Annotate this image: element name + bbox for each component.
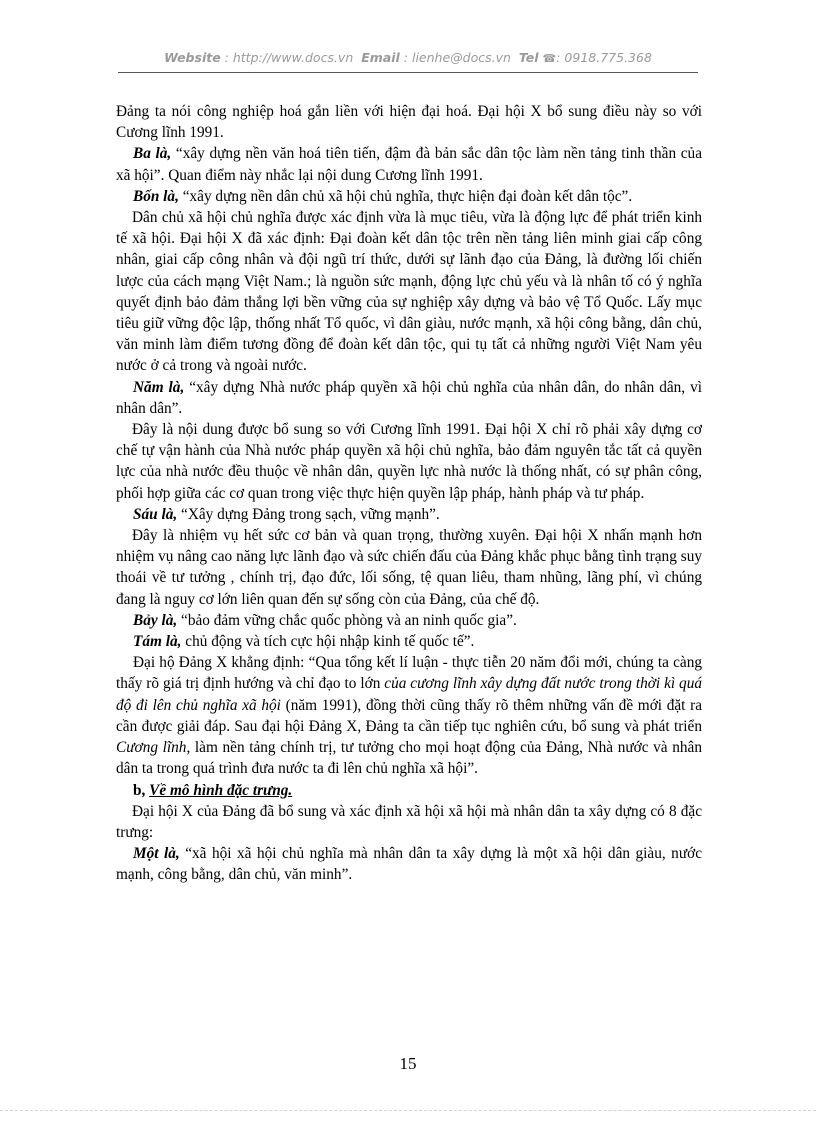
paragraph bbox=[116, 631, 702, 652]
paragraph: Dân chủ xã hội chủ nghĩa được xác định vừa là mục tiêu, vừa là động lực để phát triển kinh tế xã hội. Đại hội X đã xác định: Đại đoàn kết dân tộc trên nền tảng liên minh giai cấp công nhân, giai cấp công nhân và đội ngũ trí thức, dưới sự lãnh đạo của Đảng, là đường lối chiến lược của cách mạng Việt Nam.; là nguồn sức mạnh, động lực chủ yếu và là nhân tố có ý nghĩa quyết định bảo đảm thắng lợi bền vững của sự nghiệp xây dựng và bảo vệ Tổ Quốc. Lấy mục tiêu giữ vững độc lập, thống nhất Tổ quốc, vì dân giàu, nước mạnh, xã hội công bằng, dân chủ, văn minh làm điểm tương đồng để đoàn kết dân tộc, qui tụ tất cả những người Việt Nam yêu nước ở cả trong và ngoài nước. bbox=[116, 209, 702, 375]
paragraph bbox=[116, 504, 702, 525]
paragraph-text: , làm nền tảng chính trị, tư tưởng cho mọi hoạt động của Đảng, Nhà nước và nhân dân ta trong quá trình đưa nước ta đi lên chủ nghĩa xã hội”. bbox=[116, 739, 702, 778]
section-heading bbox=[116, 780, 702, 801]
item-lead: Ba là, bbox=[133, 145, 172, 163]
page-header bbox=[118, 50, 698, 73]
tel-value: : 0918.775.368 bbox=[556, 50, 652, 65]
paragraph-text: (năm 1991), đồng thời cũng thấy rõ thêm những vấn đề mới đặt ra cần được giải đáp. Sau đại hội Đảng X, Đảng ta cần tiếp tục nghiên cứu, bổ sung và phát triển bbox=[116, 696, 702, 735]
paragraph: Đây là nhiệm vụ hết sức cơ bản và quan trọng, thường xuyên. Đại hội X nhấn mạnh hơn nhiệm vụ nâng cao năng lực lãnh đạo và sức chiến đấu của Đảng khắc phục bằng tình trạng suy thoái về tư tưởng , chính trị, đạo đức, lối sống, tệ quan liêu, tham nhũng, lãng phí, vì chúng đang là nguy cơ lớn liên quan đến sự sống còn của Đảng, của chế độ. bbox=[116, 527, 702, 608]
paragraph bbox=[116, 377, 702, 419]
item-lead: Bốn là, bbox=[133, 187, 179, 205]
email-label: Email bbox=[361, 50, 400, 65]
paragraph bbox=[116, 186, 702, 207]
paragraph bbox=[116, 610, 702, 631]
item-text: “xã hội xã hội chủ nghĩa mà nhân dân ta xây dựng là một xã hội dân giàu, nước mạnh, công bằng, dân chủ, văn minh”. bbox=[116, 845, 702, 884]
item-text: “xây dựng Nhà nước pháp quyền xã hội chủ nghĩa của nhân dân, do nhân dân, vì nhân dân”. bbox=[116, 378, 702, 417]
paragraph: Đảng ta nói công nghiệp hoá gắn liền với hiện đại hoá. Đại hội X bổ sung điều này so với Cương lĩnh 1991. bbox=[116, 103, 702, 142]
item-lead: Tám là, bbox=[133, 633, 182, 651]
website-label: Website bbox=[164, 50, 221, 65]
tel-label: Tel bbox=[518, 50, 539, 65]
document-body bbox=[116, 101, 702, 886]
phone-icon: ☎ bbox=[542, 52, 557, 65]
paragraph: Đại hội X của Đảng đã bổ sung và xác định xã hội xã hội mà nhân dân ta xây dựng có 8 đặc trưng: bbox=[116, 802, 702, 841]
paragraph bbox=[116, 652, 702, 779]
website-url: : http://www.docs.vn bbox=[224, 50, 354, 65]
page-number: 15 bbox=[399, 1054, 417, 1073]
email-value: : lienhe@docs.vn bbox=[403, 50, 511, 65]
heading-prefix: b, bbox=[133, 781, 150, 799]
item-lead: Năm là, bbox=[133, 378, 185, 396]
page-bottom-border bbox=[0, 1110, 816, 1111]
item-text: chủ động và tích cực hội nhập kinh tế quốc tế”. bbox=[181, 633, 475, 651]
heading-text: Về mô hình đặc trưng. bbox=[149, 781, 293, 799]
item-text: “Xây dựng Đảng trong sạch, vững mạnh”. bbox=[177, 505, 440, 523]
paragraph: Đây là nội dung được bổ sung so với Cương lĩnh 1991. Đại hội X chỉ rõ phải xây dựng cơ chế tự vận hành của Nhà nước pháp quyền xã hội chủ nghĩa, bảo đảm nguyên tắc tất cả quyền lực của nhà nước đều thuộc về nhân dân, quyền lực nhà nước là thống nhất, có sự phân công, phối hợp giữa các cơ quan trong việc thực hiện quyền lập pháp, hành pháp và tư pháp. bbox=[116, 421, 702, 502]
item-lead: Một là, bbox=[133, 845, 180, 863]
item-lead: Sáu là, bbox=[133, 505, 178, 523]
item-lead: Bảy là, bbox=[133, 611, 178, 629]
italic-phrase: của cương lĩnh xây dựng đất nước trong thời kì quá độ đi lên chủ nghĩa xã hội bbox=[116, 675, 703, 714]
item-text: “bảo đảm vững chắc quốc phòng và an ninh quốc gia”. bbox=[177, 611, 517, 629]
paragraph bbox=[116, 143, 702, 185]
paragraph-text: Đại hộ Đảng X khẳng định: “Qua tổng kết lí luận - thực tiễn 20 năm đổi mới, chúng ta càng thấy rõ giá trị định hướng và chỉ đạo to lớn bbox=[116, 654, 702, 693]
item-text: “xây dựng nền văn hoá tiên tiến, đậm đà bản sắc dân tộc làm nền tảng tinh thần của xã hội”. Quan điểm này nhắc lại nội dung Cương lĩnh 1991. bbox=[116, 145, 702, 184]
item-text: “xây dựng nền dân chủ xã hội chủ nghĩa, thực hiện đại đoàn kết dân tộc”. bbox=[178, 187, 633, 205]
italic-phrase: Cương lĩnh bbox=[116, 739, 187, 757]
paragraph bbox=[116, 843, 702, 885]
